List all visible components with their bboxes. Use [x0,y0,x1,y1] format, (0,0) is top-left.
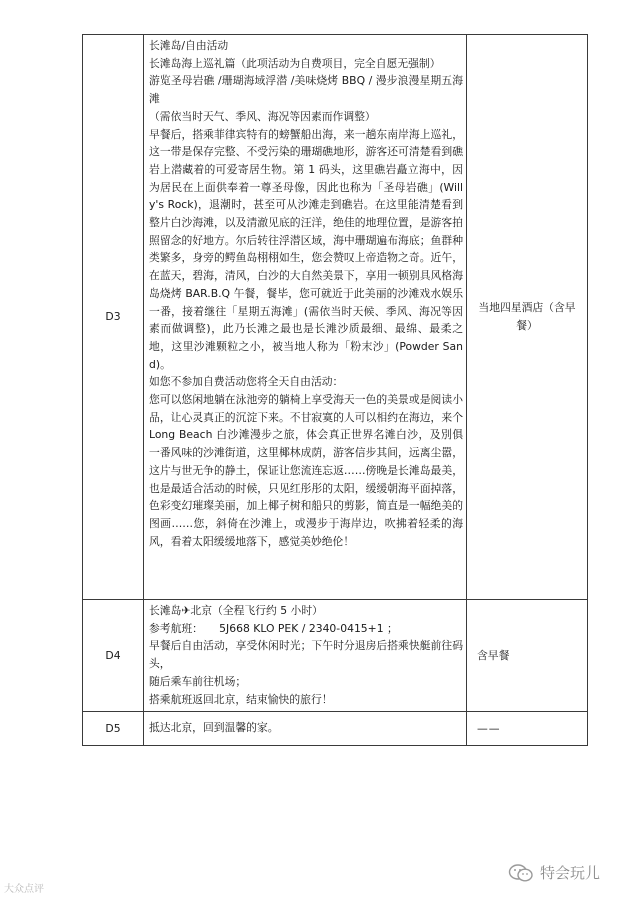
meal-cell [467,712,588,746]
schedule-line: 随后乘车前往机场； [149,674,247,688]
itinerary-table [82,34,588,746]
description-cell [144,712,467,746]
watermark-right [508,862,600,883]
activity-paragraph: 早餐后，搭乘菲律宾特有的螃蟹船出海，来一趟东南岸海上巡礼，这一带是保存完整、不受污染的珊瑚礁地形，游客还可清楚看到礁岩上潜藏着的可爱寄居生物。第 1 码头，这里礁岩矗立海中，因为居民在上面供奉着一尊圣母像，因此也称为「圣母岩礁」(Willy's Rock)，退潮时，甚至可从沙滩走到礁岩。在这里能清楚看到整片白沙海滩，以及清澈见底的汪洋，绝佳的地理位置，是游客拍照留念的好地方。尔后转往浮潜区域，海中珊瑚遍布海底；鱼群种类繁多，身旁的鳄鱼岛栩栩如生，您会赞叹上帝造物之奇。近午，在蓝天，碧海，清风，白沙的大自然美景下，享用一顿别具风格海岛烧烤 BAR.B.Q 午餐，餐毕，您可就近于此美丽的沙滩戏水娱乐一番，接着继往「星期五海滩」(需依当时天候、季风、海况等因素而做调整)，此乃长滩之最也是长滩沙质最细、最绵、最柔之地，这里沙滩颗粒之小，被当地人称为「粉末沙」(Powder Sand)。 [149,127,463,371]
watermark-left [4,880,44,895]
arrival-line: 抵达北京，回到温馨的家。 [149,721,279,735]
activity-highlights: 游览圣母岩礁 /珊瑚海域浮潜 /美味烧烤 BBQ / 漫步浪漫星期五海滩 [149,74,463,106]
meal-text: 含早餐 [477,648,510,662]
watermark-right-text: 特会玩儿 [540,864,601,882]
description-cell [144,35,467,600]
activity-title: 长滩岛/自由活动 [149,39,229,52]
free-activity-heading: 如您不参加自费活动您将全天自由活动： [149,375,344,389]
activity-subtitle: 长滩岛海上巡礼篇（此项活动为自费项目，完全自愿无强制） [149,56,441,70]
table-row-d3 [83,35,588,600]
schedule-line: 搭乘航班返回北京，结束愉快的旅行！ [149,692,333,706]
table-row-d5 [83,712,588,746]
day-cell: D4 [83,600,144,712]
activity-note: （需依当时天气、季风、海况等因素而作调整） [149,109,376,123]
description-cell [144,600,467,712]
meal-text: —— [477,721,501,735]
flight-route: 长滩岛✈北京（全程飞行约 5 小时） [149,604,323,617]
table-row-d4 [83,600,588,712]
meal-cell [467,600,588,712]
hotel-text: 当地四星酒店（含早餐） [478,301,576,332]
flight-number: 参考航班： 5J668 KLO PEK / 2340-0415+1 ； [149,621,398,635]
day-cell: D5 [83,712,144,746]
schedule-line: 早餐后自由活动，享受休闲时光；下午时分退房后搭乘快艇前往码头， [149,639,463,671]
watermark-left-text: 大众点评 [4,884,44,895]
day-cell: D3 [83,35,144,600]
free-activity-paragraph: 您可以悠闲地躺在泳池旁的躺椅上享受海天一色的美景或是阅读小品，让心灵真正的沉淀下来。不甘寂寞的人可以相约在海边，来个 Long Beach 白沙滩漫步之旅，体会真正世界名滩白沙，及別俱一番风味的沙滩街道，这里椰林成荫，游客信步其间，远离尘嚣，这片与世无争的静土，保证让您流连忘返……傍晚是长滩岛最美，也是最适合活动的时候，只见红彤彤的太阳，缓缓朝海平面掉落，色彩变幻璀璨美丽，加上椰子树和船只的剪影，简直是一幅绝美的图画……您，斜倚在沙滩上，或漫步于海岸边，吹拂着轻柔的海风，看着太阳缓缓地落下，感觉美妙绝伦！ [149,393,463,548]
wechat-icon [508,863,534,883]
hotel-cell [467,35,588,600]
